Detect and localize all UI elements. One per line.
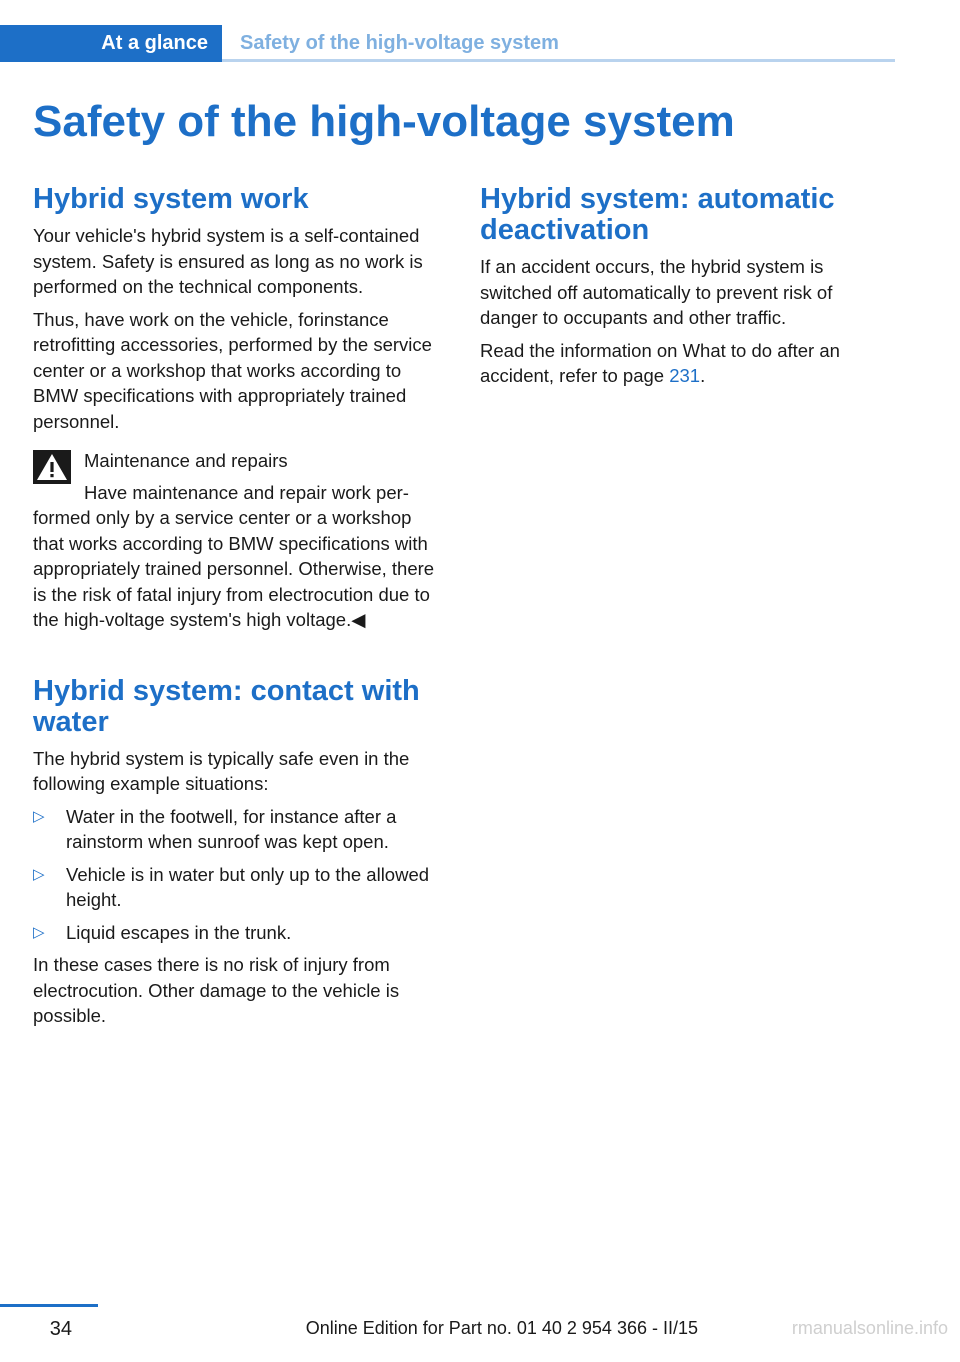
edition-note: Online Edition for Part no. 01 40 2 954 366 - II/15 xyxy=(305,1318,698,1338)
list-item-text: Water in the footwell, for instance after a rainstorm when sunroof was kept open. xyxy=(66,805,397,852)
warning-block xyxy=(33,448,438,633)
page-number: 34 xyxy=(49,1318,72,1340)
paragraph-with-link xyxy=(480,338,885,389)
section-heading-auto-deactivation: Hybrid system: automatic deactivation xyxy=(480,183,835,246)
triangle-bullet-icon: ▷ xyxy=(33,865,45,883)
list-item xyxy=(33,804,438,855)
page-reference-link[interactable]: 231 xyxy=(669,365,701,386)
warning-triangle-icon xyxy=(33,450,71,484)
right-column xyxy=(480,184,885,396)
paragraph: If an accident occurs, the hybrid system is switched off automatically to prevent risk of danger to occupants and other traffic. xyxy=(480,256,833,328)
paragraph: Your vehicle's hybrid system is a self-contained system. Safety is ensured as long as no work is performed on the technical components. xyxy=(33,225,423,297)
list-item-text: Vehicle is in water but only up to the allowed height. xyxy=(66,863,430,910)
triangle-bullet-icon: ▷ xyxy=(33,923,45,941)
section-tab[interactable]: Safety of the high-voltage system xyxy=(240,32,559,54)
watermark: rmanualsonline.info xyxy=(791,1318,948,1338)
footer-rule xyxy=(0,1304,98,1307)
section-heading-contact-water: Hybrid system: contact with water xyxy=(33,674,420,738)
section-heading-hybrid-work: Hybrid system work xyxy=(33,183,309,215)
link-lead-text: Read the information on What to do after an accident, refer to page xyxy=(480,339,840,386)
chapter-tab[interactable]: At a glance xyxy=(0,25,222,62)
link-trail-text: . xyxy=(700,365,706,386)
left-column xyxy=(33,184,438,1036)
list-item xyxy=(33,862,438,913)
list-item-text: Liquid escapes in the trunk. xyxy=(66,921,292,943)
warning-title: Maintenance and repairs xyxy=(84,450,288,471)
paragraph: The hybrid system is typically safe even in the following example situations: xyxy=(33,747,410,794)
page-header xyxy=(0,25,895,62)
list-item xyxy=(33,920,438,946)
warning-text: Have maintenance and repair work performed only by a service center or a workshop that works according to BMW specifications with appropriately trained personnel. Otherwise, there is the risk of fatal injury from electrocution due to the high-voltage system's high voltage.◀ xyxy=(33,481,435,630)
paragraph: Thus, have work on the vehicle, forinstance retrofitting accessories, performed by the service center or a workshop that works according to BMW specifications with appropriately trained personnel. xyxy=(33,308,432,432)
paragraph: In these cases there is no risk of injury from electrocution. Other damage to the vehicle is possible. xyxy=(33,954,400,1026)
bullet-list xyxy=(33,804,438,946)
header-rule xyxy=(222,59,895,62)
triangle-bullet-icon: ▷ xyxy=(33,807,45,825)
page-title: Safety of the high-voltage system xyxy=(33,97,735,146)
